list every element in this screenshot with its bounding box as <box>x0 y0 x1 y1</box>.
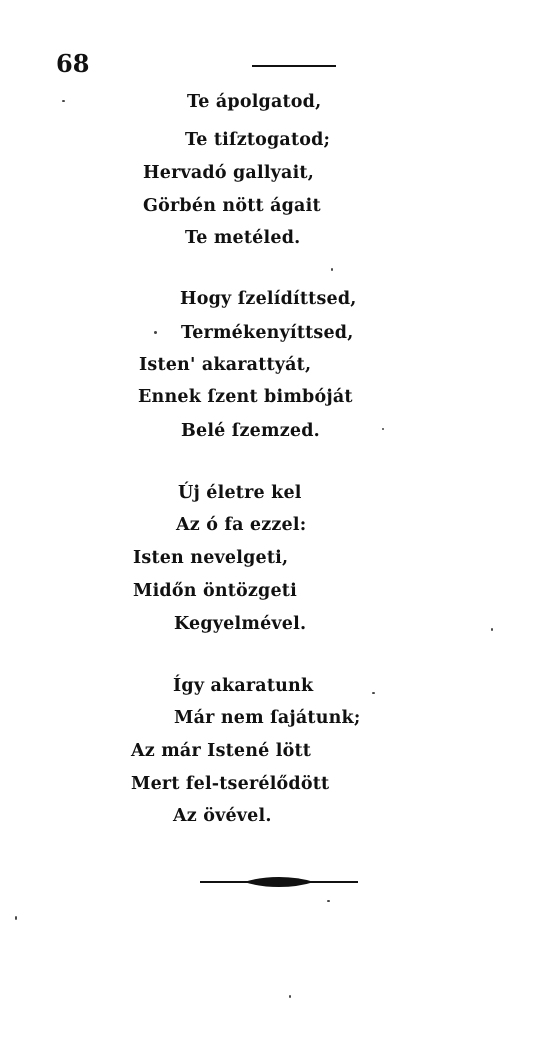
paper-speck <box>382 428 384 430</box>
poem-line: Kegyelmével. <box>174 614 307 634</box>
paper-speck <box>289 995 291 998</box>
poem-line: Így akaratunk <box>173 676 314 696</box>
poem-line: Termékenyíttsed, <box>181 323 354 343</box>
poem-line: Már nem ſajátunk; <box>174 708 361 728</box>
paper-speck <box>15 916 17 920</box>
poem-line: Görbén nött ágait <box>143 196 321 216</box>
poem-line: Az övével. <box>173 806 272 826</box>
poem-line: Belé ſzemzed. <box>181 421 320 441</box>
poem-line: Te ápolgatod, <box>187 92 322 112</box>
poem-line: Hogy ſzelídíttsed, <box>180 289 357 309</box>
poem-line: Hervadó gallyait, <box>143 163 315 183</box>
paper-speck <box>154 331 157 334</box>
poem-line: Midőn öntözgeti <box>133 581 297 601</box>
paper-speck <box>327 900 330 902</box>
poem-line: Ennek ſzent bimbóját <box>138 387 353 407</box>
poem-line: Az már Istené lött <box>131 741 312 761</box>
poem-line: Isten nevelgeti, <box>133 548 289 568</box>
poem-line: Mert fel-tserélődött <box>131 774 330 794</box>
tailpiece-ornament <box>200 872 358 892</box>
page-number: 68 <box>56 49 90 78</box>
poem-line: Te tiſztogatod; <box>185 130 331 150</box>
paper-speck <box>372 692 375 694</box>
poem-line: Te metéled. <box>185 228 301 248</box>
poem-line: Isten' akarattyát, <box>139 355 312 375</box>
poem-line: Az ó fa ezzel: <box>176 515 307 535</box>
paper-speck <box>62 100 65 102</box>
poem-line: Új életre kel <box>178 483 302 503</box>
paper-speck <box>331 268 333 271</box>
paper-speck <box>491 628 493 631</box>
